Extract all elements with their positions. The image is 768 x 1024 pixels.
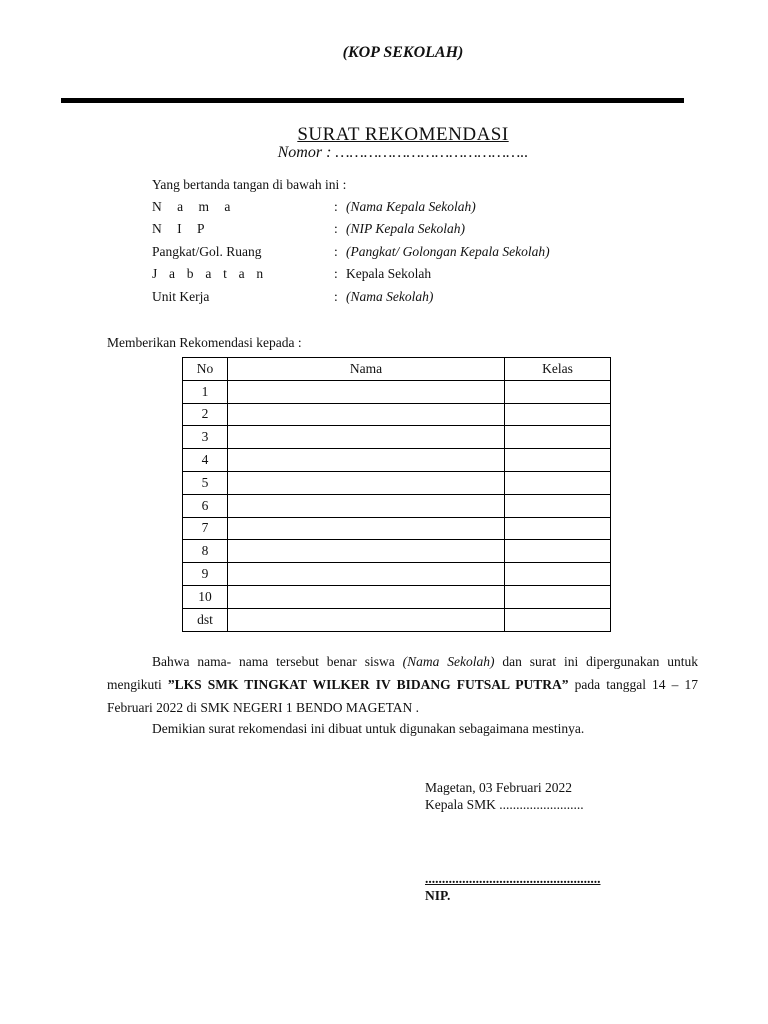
table-row	[183, 517, 611, 540]
row-kelas-cell	[505, 449, 611, 472]
column-header-no: No	[183, 358, 228, 381]
table-row	[183, 494, 611, 517]
row-number: 9	[183, 563, 228, 586]
row-nama-cell	[228, 449, 505, 472]
signature-nip: NIP.	[425, 888, 451, 903]
field-label-pangkat: Pangkat/Gol. Ruang	[152, 244, 262, 259]
table-row	[183, 608, 611, 631]
table-header-row	[183, 358, 611, 381]
row-nama-cell	[228, 517, 505, 540]
row-nama-cell	[228, 540, 505, 563]
row-number: 1	[183, 380, 228, 403]
table-row	[183, 426, 611, 449]
table-row	[183, 563, 611, 586]
intro-text: Yang bertanda tangan di bawah ini :	[152, 177, 347, 192]
header-divider	[61, 98, 684, 103]
row-nama-cell	[228, 471, 505, 494]
signature-name-line: ....................................................	[425, 871, 601, 886]
field-value-jabatan: Kepala Sekolah	[346, 266, 432, 281]
row-kelas-cell	[505, 494, 611, 517]
letter-title: SURAT REKOMENDASI	[297, 124, 509, 145]
event-name: ”LKS SMK TINGKAT WILKER IV BIDANG FUTSAL PUTRA”	[167, 677, 569, 692]
row-nama-cell	[228, 494, 505, 517]
body-text: dan surat ini dipergunakan untuk mengikuti	[107, 654, 698, 692]
row-nama-cell	[228, 380, 505, 403]
row-nama-cell	[228, 608, 505, 631]
row-nama-cell	[228, 403, 505, 426]
kop-sekolah: (KOP SEKOLAH)	[342, 44, 464, 61]
letter-number: Nomor : …………………………………..	[277, 144, 529, 161]
signature-place-date: Magetan, 03 Februari 2022	[425, 780, 572, 795]
row-number: 6	[183, 494, 228, 517]
row-number: 4	[183, 449, 228, 472]
table-row	[183, 540, 611, 563]
field-value-nip: (NIP Kepala Sekolah)	[346, 221, 465, 236]
row-number: 10	[183, 585, 228, 608]
field-colon: :	[334, 289, 338, 304]
field-value-unit-kerja: (Nama Sekolah)	[346, 289, 434, 304]
column-header-nama: Nama	[228, 358, 505, 381]
row-kelas-cell	[505, 471, 611, 494]
field-label-nama: N a m a	[152, 199, 237, 214]
field-value-nama: (Nama Kepala Sekolah)	[346, 199, 476, 214]
recommend-intro: Memberikan Rekomendasi kepada :	[107, 335, 302, 350]
row-number: 3	[183, 426, 228, 449]
row-kelas-cell	[505, 563, 611, 586]
signature-position: Kepala SMK .........................	[425, 797, 584, 812]
field-colon: :	[334, 221, 338, 236]
field-label-unit-kerja: Unit Kerja	[152, 289, 210, 304]
row-kelas-cell	[505, 585, 611, 608]
row-kelas-cell	[505, 517, 611, 540]
column-header-kelas: Kelas	[505, 358, 611, 381]
row-nama-cell	[228, 585, 505, 608]
field-colon: :	[334, 244, 338, 259]
table-row	[183, 585, 611, 608]
row-kelas-cell	[505, 403, 611, 426]
row-kelas-cell	[505, 540, 611, 563]
row-kelas-cell	[505, 426, 611, 449]
row-kelas-cell	[505, 380, 611, 403]
body-text: Bahwa nama- nama tersebut benar siswa	[152, 654, 403, 669]
row-nama-cell	[228, 563, 505, 586]
field-colon: :	[334, 199, 338, 214]
body-paragraph-1	[107, 650, 698, 719]
field-colon: :	[334, 266, 338, 281]
field-value-pangkat: (Pangkat/ Golongan Kepala Sekolah)	[346, 244, 550, 259]
table-row	[183, 380, 611, 403]
table-row	[183, 403, 611, 426]
recommendation-table	[182, 357, 611, 632]
row-nama-cell	[228, 426, 505, 449]
row-number: dst	[183, 608, 228, 631]
table-row	[183, 449, 611, 472]
field-label-jabatan: J a b a t a n	[152, 266, 268, 281]
body-text: pada tanggal 14 – 17 Februari 2022 di SMK NEGERI 1 BENDO MAGETAN .	[107, 677, 698, 715]
school-name: (Nama Sekolah)	[402, 654, 495, 669]
row-number: 2	[183, 403, 228, 426]
row-number: 7	[183, 517, 228, 540]
body-paragraph-2: Demikian surat rekomendasi ini dibuat untuk digunakan sebagaimana mestinya.	[152, 721, 585, 736]
row-number: 5	[183, 471, 228, 494]
row-kelas-cell	[505, 608, 611, 631]
row-number: 8	[183, 540, 228, 563]
table-row	[183, 471, 611, 494]
field-label-nip: N I P	[152, 221, 211, 236]
